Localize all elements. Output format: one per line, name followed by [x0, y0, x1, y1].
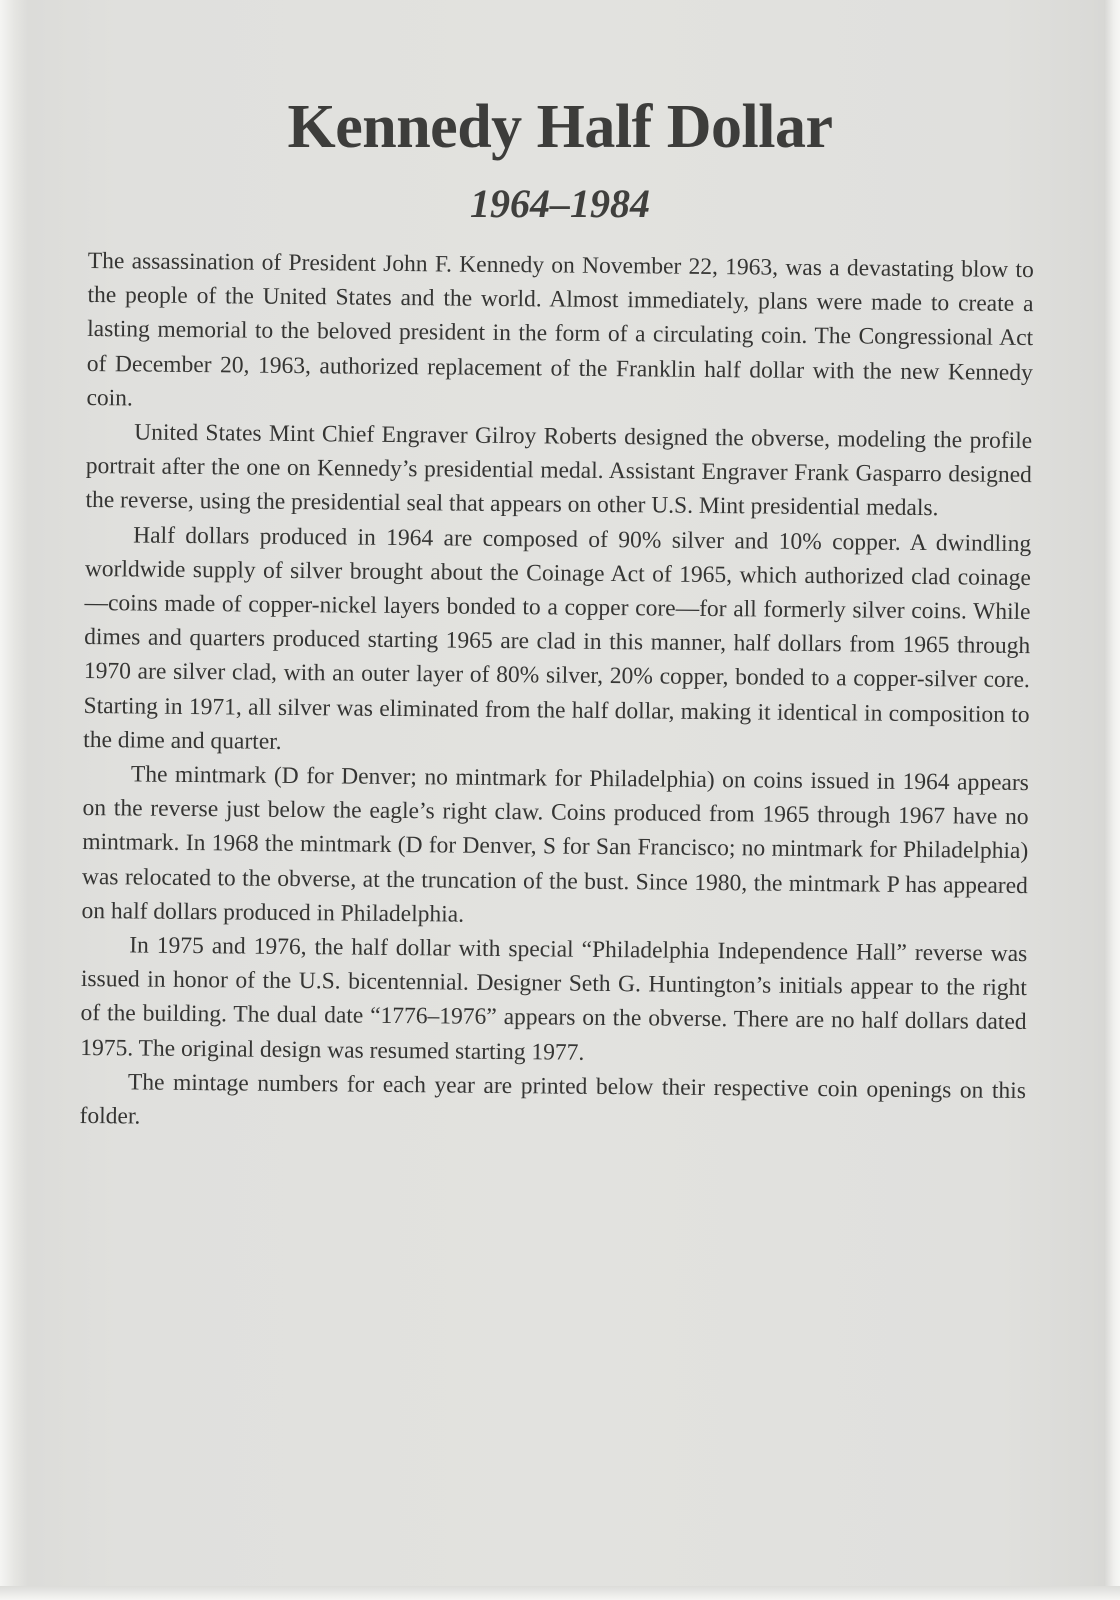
page-title: Kennedy Half Dollar	[287, 93, 833, 161]
page-bottom-edge	[0, 1586, 1120, 1600]
paragraph-designers: United States Mint Chief Engraver Gilroy Roberts designed the obverse, modeling the profile portrait after the one on Kennedy’s presidential medal. Assistant Engraver Frank Gasparro designed the reverse, using the presidential seal that appears on other U.S. Mint presidential medals.	[85, 419, 1033, 522]
paragraph-mintmark: The mintmark (D for Denver; no mintmark for Philadelphia) on coins issued in 1964 appears on the reverse just below the eagle’s right claw. Coins produced from 1965 through 1967 have no mintmark. In 1968 the mintmark (D for Denver, S for San Francisco; no mintmark for Philadelphia) was relocated to the obverse, at the truncation of the bust. Since 1980, the mintmark P has appeared on half dollars produced in Philadelphia.	[81, 761, 1029, 928]
page-left-edge	[0, 0, 28, 1600]
body-text	[79, 244, 1033, 1142]
paragraph-bicentennial: In 1975 and 1976, the half dollar with special “Philadelphia Independence Hall” reverse was issued in honor of the U.S. bicentennial. Designer Seth G. Huntington’s initials appear to the right of the building. The dual date “1776–1976” appears on the obverse. There are no half dollars dated 1975. The original design was resumed starting 1977.	[80, 932, 1028, 1066]
paragraph-mintage: The mintage numbers for each year are printed below their respective coin openings on this folder.	[79, 1069, 1027, 1130]
page-right-edge	[1104, 0, 1120, 1600]
date-range-subtitle: 1964–1984	[470, 181, 650, 226]
paragraph-assassination: The assassination of President John F. Kennedy on November 22, 1963, was a devastating blow to the people of the United States and the world. Almost immediately, plans were made to create a lasting memorial to the beloved president in the form of a circulating coin. The Congressional Act of December 20, 1963, authorized replacement of the Franklin half dollar with the new Kennedy coin.	[86, 247, 1034, 412]
paragraph-composition: Half dollars produced in 1964 are composed of 90% silver and 10% copper. A dwindling worldwide supply of silver brought about the Coinage Act of 1965, which authorized clad coinage—coins made of copper-nickel layers bonded to a copper core—for all formerly silver coins. While dimes and quarters produced starting 1965 are clad in this manner, half dollars from 1965 through 1970 are silver clad, with an outer layer of 80% silver, 20% copper, bonded to a copper-silver core. Starting in 1971, all silver was eliminated from the half dollar, making it identical in composition to the dime and quarter.	[83, 522, 1032, 755]
